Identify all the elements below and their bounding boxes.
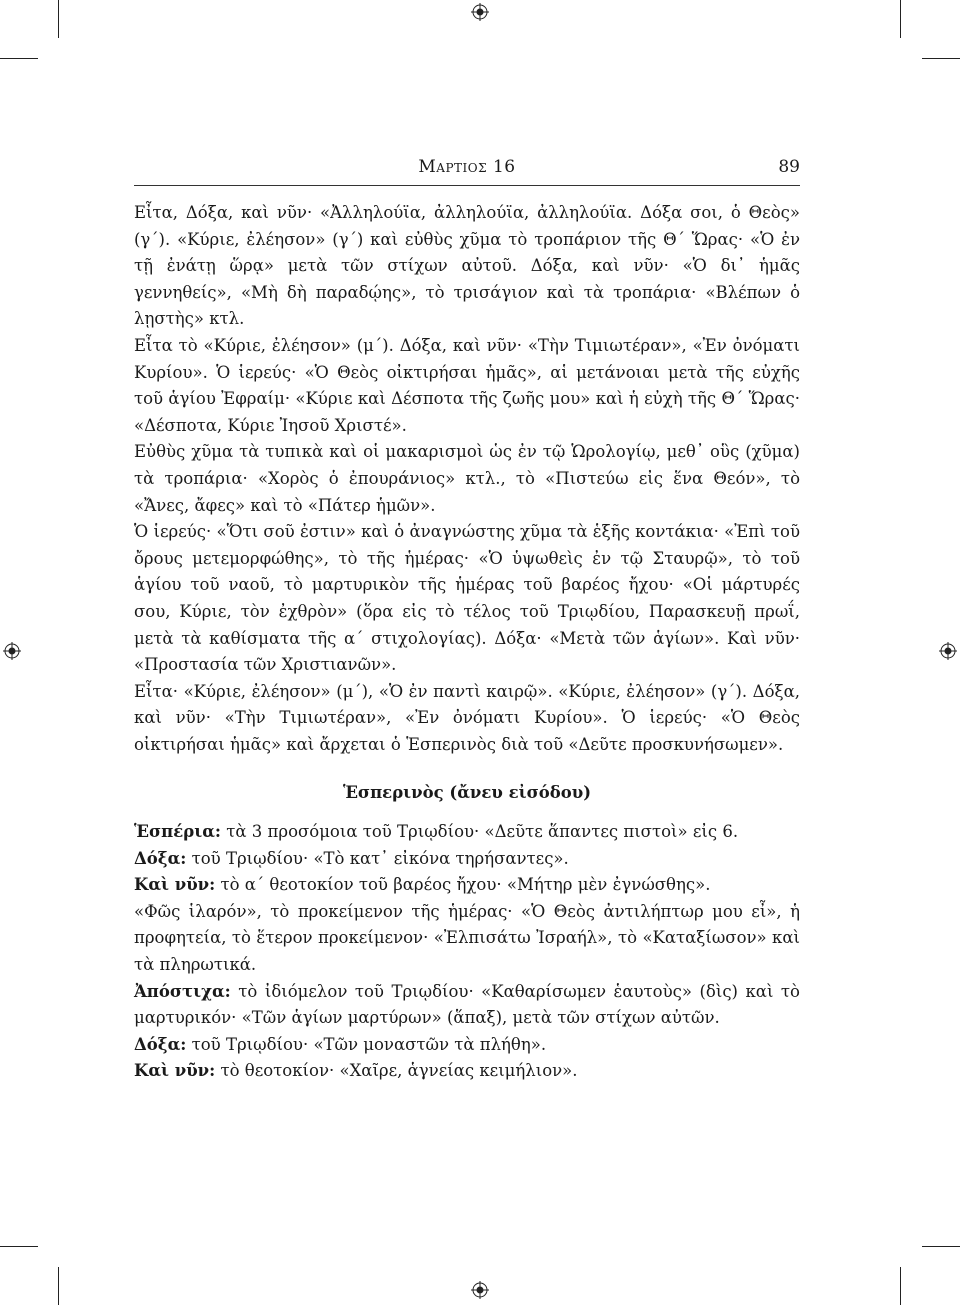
crop-mark <box>900 1267 901 1305</box>
running-header-title: Μαρτιος 16 <box>418 157 516 177</box>
rubric-line <box>134 846 800 873</box>
rubric-text: τοῦ Τριῳδίου· «Τὸ κατ᾽ εἰκόνα τηρήσαντες». <box>186 848 569 868</box>
rubric-label: Ἑσπέρια: <box>134 822 222 842</box>
body-paragraph: Ὁ ἱερεύς· «Ὅτι σοῦ ἐστιν» καὶ ὁ ἀναγνώστης χῦμα τὰ ἑξῆς κοντάκια· «Ἐπὶ τοῦ ὄρους μετεμορφώθης», τὸ τῆς ἡμέρας· «Ὁ ὑψωθεὶς ἐν τῷ Σταυρῷ», τὸ τοῦ ἁγίου τοῦ ναοῦ, τὸ μαρτυρικὸν τῆς ἡμέρας τοῦ βαρέος ἤχου· «Οἱ μάρτυρές σου, Κύριε, τὸν ἐχθρὸν» (ὅρα εἰς τὸ τέλος τοῦ Τριῳδίου, Παρασκευῇ πρωΐ, μετὰ τὰ καθίσματα τῆς α΄ στιχολογίας). Δόξα· «Μετὰ τῶν ἁγίων». Καὶ νῦν· «Προστασία τῶν Χριστιανῶν». <box>134 522 800 675</box>
crop-mark <box>900 0 901 38</box>
rubric-label: Καὶ νῦν: <box>134 1061 216 1081</box>
page-body <box>134 200 800 1085</box>
running-header <box>134 150 800 184</box>
rubric-label: Δόξα: <box>134 1034 187 1054</box>
rubric-line <box>134 872 800 899</box>
registration-mark-icon <box>3 642 21 660</box>
crop-mark <box>58 1267 59 1305</box>
rubric-label: Καὶ νῦν: <box>134 875 216 895</box>
registration-mark-icon <box>939 642 957 660</box>
rubric-label: Ἀπόστιχα: <box>134 981 231 1001</box>
section-heading: Ἑσπερινὸς (ἄνευ εἰσόδου) <box>342 783 592 803</box>
rubric-line <box>134 819 800 846</box>
crop-mark <box>922 58 960 59</box>
crop-mark <box>0 58 38 59</box>
crop-mark <box>922 1246 960 1247</box>
body-paragraph: Εὐθὺς χῦμα τὰ τυπικὰ καὶ οἱ μακαρισμοὶ ὡς ἐν τῷ Ὡρολογίῳ, μεθ᾽ οὓς (χῦμα) τὰ τροπάρια· «Χορὸς ὁ ἐπουράνιος» κτλ., τὸ «Πιστεύω εἰς ἕνα Θεόν», τὸ «Ἄνες, ἄφες» καὶ τὸ «Πάτερ ἡμῶν». <box>134 442 800 515</box>
rubric-text: τὸ ἰδιόμελον τοῦ Τριῳδίου· «Καθαρίσωμεν ἑαυτοὺς» (δὶς) καὶ τὸ μαρτυρικόν· «Τῶν ἁγίων μαρτύρων» (ἅπαξ), μετὰ τῶν στίχων αὐτῶν. <box>134 981 800 1028</box>
crop-mark <box>58 0 59 38</box>
crop-mark <box>0 1246 38 1247</box>
header-rule <box>134 185 800 186</box>
rubric-line <box>134 899 800 979</box>
rubric-text: «Φῶς ἱλαρόν», τὸ προκείμενον τῆς ἡμέρας· «Ὁ Θεὸς ἀντιλήπτωρ μου εἶ», ἡ προφητεία, τὸ ἕτερον προκείμενον· «Ἐλπισάτω Ἰσραήλ», τὸ «Καταξίωσον» καὶ τὰ πληρωτικά. <box>134 901 800 975</box>
registration-mark-icon <box>471 3 489 21</box>
rubric-line <box>134 979 800 1032</box>
body-paragraph: Εἶτα τὸ «Κύριε, ἐλέησον» (μ΄). Δόξα, καὶ νῦν· «Τὴν Τιμιωτέραν», «Ἐν ὀνόματι Κυρίου». Ὁ ἱερεύς· «Ὁ Θεὸς οἰκτιρήσαι ἡμᾶς», αἱ μετάνοιαι μετὰ τῆς εὐχῆς τοῦ ἁγίου Ἐφραίμ· «Κύριε καὶ Δέσποτα τῆς ζωῆς μου» καὶ ἡ εὐχὴ τῆς Θ΄ Ὥρας· «Δέσποτα, Κύριε Ἰησοῦ Χριστέ». <box>134 335 800 435</box>
rubric-line <box>134 1058 800 1085</box>
rubric-text: τὸ α΄ θεοτοκίον τοῦ βαρέος ἤχου· «Μήτηρ μὲν ἐγνώσθης». <box>215 875 711 895</box>
rubric-line <box>134 1032 800 1059</box>
page-number: 89 <box>778 157 800 177</box>
rubric-text: τὰ 3 προσόμοια τοῦ Τριῳδίου· «Δεῦτε ἅπαντες πιστοὶ» εἰς 6. <box>221 822 739 842</box>
body-paragraph: Εἶτα· «Κύριε, ἐλέησον» (μ΄), «Ὁ ἐν παντὶ καιρῷ». «Κύριε, ἐλέησον» (γ΄). Δόξα, καὶ νῦν· «Τὴν Τιμιωτέραν», «Ἐν ὀνόματι Κυρίου». Ὁ ἱερεύς· «Ὁ Θεὸς οἰκτιρήσαι ἡμᾶς» καὶ ἄρχεται ὁ Ἑσπερινὸς διὰ τοῦ «Δεῦτε προσκυνήσωμεν». <box>134 681 800 754</box>
body-paragraph: Εἶτα, Δόξα, καὶ νῦν· «Ἀλληλούϊα, ἀλληλούϊα, ἀλληλούϊα. Δόξα σοι, ὁ Θεὸς» (γ΄). «Κύριε, ἐλέησον» (γ΄) καὶ εὐθὺς χῦμα τὸ τροπάριον τῆς Θ΄ Ὥρας· «Ὁ ἐν τῇ ἐνάτῃ ὥρᾳ» μετὰ τῶν στίχων αὐτοῦ. Δόξα, καὶ νῦν· «Ὁ δι᾽ ἡμᾶς γεννηθείς», «Μὴ δὴ παραδῴης», τὸ τρισάγιον καὶ τὰ τροπάρια· «Βλέπων ὁ λῃστὴς» κτλ. <box>134 203 800 329</box>
rubric-text: τοῦ Τριῳδίου· «Τῶν μοναστῶν τὰ πλήθη». <box>186 1034 547 1054</box>
rubric-label: Δόξα: <box>134 848 187 868</box>
rubric-text: τὸ θεοτοκίον· «Χαῖρε, ἁγνείας κειμήλιον». <box>215 1061 578 1081</box>
registration-mark-icon <box>471 1281 489 1299</box>
